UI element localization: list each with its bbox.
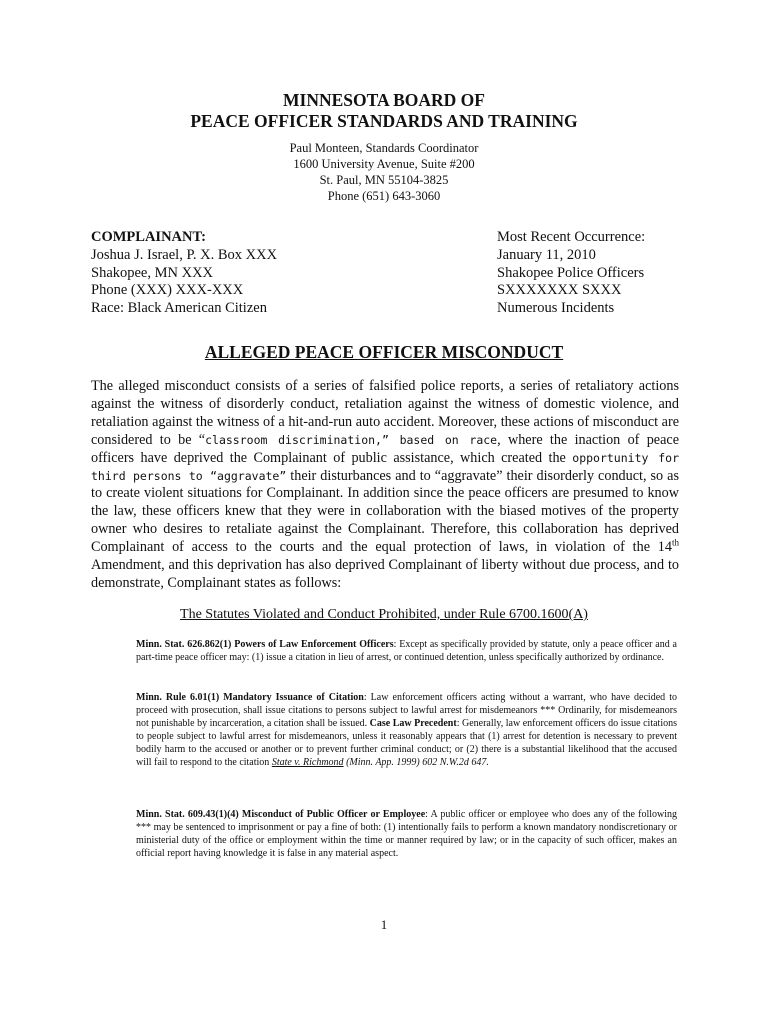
occurrence-block: [497, 229, 645, 318]
contact-street: 1600 University Avenue, Suite #200: [293, 157, 475, 171]
rule-2-text: : Law enforcement officers acting without a warrant, who have decided to proceed with prosecution, shall issue citations to persons subject to lawful arrest for misdemeanors *** Ordinarily, for misdemeanors not punishable by incarceration, a citation shall be issued.: [136, 692, 677, 730]
occurrence-label: Most Recent Occurrence:: [497, 229, 646, 245]
intro-text-1: The alleged misconduct consists of a series of falsified police reports, a series of retaliatory actions against the witness of disorderly conduct, retaliation against the witness of domestic violence, and retaliation against the witness of a hit-and-run auto accident. Moreover, these actions of misconduct are considered to be “: [91, 378, 679, 448]
case-name: State v. Richmond: [271, 757, 344, 769]
title-line-2: PEACE OFFICER STANDARDS AND TRAINING: [190, 111, 578, 131]
rule-2-title: Minn. Rule 6.01(1) Mandatory Issuance of Citation: [136, 692, 364, 703]
rule-6-01: [136, 691, 677, 770]
intro-text-4: Amendment, and this deprivation has also deprived Complainant of liberty without due process, and to demonstrate, Complainant states as follows:: [91, 557, 679, 591]
complainant-city: Shakopee, MN XXX: [91, 264, 214, 281]
intro-mono-1: classroom discrimination,” based on race: [205, 432, 498, 447]
rule-3-text: : A public officer or employee who does any of the following *** may be sentenced to imprisonment or pay a fine of both: (1) intentionally fails to perform a known mandatory nondiscretionary or ministerial duty of the office or employment within the time or manner required by law; or in the capacity of such officer, makes an official report having knowledge it is false in any material aspect.: [136, 809, 678, 860]
occurrence-date: January 11, 2010: [497, 246, 596, 263]
complainant-name: Joshua J. Israel, P. X. Box XXX: [91, 246, 278, 263]
occurrence-incidents: Numerous Incidents: [497, 300, 615, 317]
rule-1-title: Minn. Stat. 626.862(1) Powers of Law Enforcement Officers: [136, 639, 394, 650]
case-law-text: : Generally, law enforcement officers do issue citations to people subject to lawful arrest for misdemeanors, unless it reasonably appears that (1) arrest for detention is necessary to prevent bodily harm to the accused or another or to prevent further criminal conduct; or (2) there is a substantial likelihood that the accused will fail to respond to the citation: [136, 718, 677, 769]
intro-superscript: th: [671, 537, 679, 548]
title-line-1: MINNESOTA BOARD OF: [283, 90, 485, 110]
contact-city: St. Paul, MN 55104-3825: [319, 173, 449, 187]
intro-text-2: , where the inaction of peace officers have deprived the Complainant of public assistance, which created the: [91, 431, 679, 466]
occurrence-agency: Shakopee Police Officers: [497, 264, 645, 281]
document-title: [0, 90, 768, 132]
rule-609-43: [136, 808, 677, 860]
intro-paragraph: [91, 378, 679, 593]
case-citation: (Minn. App. 1999) 602 N.W.2d 647.: [343, 757, 489, 769]
contact-phone: Phone (651) 643-3060: [327, 189, 441, 203]
rule-1-text: : Except as specifically provided by statute, only a peace officer and a part-time peace officer may: (1) issue a citation in lieu of arrest, or continued detention, unless specifically authorized by ordinance.: [136, 639, 677, 664]
section-title: ALLEGED PEACE OFFICER MISCONDUCT: [204, 342, 564, 362]
contact-block: [0, 140, 768, 204]
complainant-phone: Phone (XXX) XXX-XXX: [91, 282, 244, 299]
complainant-label: COMPLAINANT:: [91, 229, 206, 245]
contact-name: Paul Monteen, Standards Coordinator: [289, 141, 479, 155]
complainant-race: Race: Black American Citizen: [91, 300, 267, 317]
intro-mono-2: opportunity for third persons to “aggravate”: [91, 450, 679, 483]
page-number: 1: [380, 917, 388, 932]
occurrence-officers: SXXXXXXX SXXX: [497, 282, 622, 299]
rule-626-862: [136, 638, 677, 664]
intro-text-3: their disturbances and to “aggravate” their disorderly conduct, so as to create violent situations for Complainant. In addition since the peace officers are presumed to know the law, these officers knew that they were in collaboration with the biased motives of the property owner who desires to retaliate against the Complainant. Therefore, this collaboration has deprived Complainant of access to the courts and the equal protection of laws, in violation of the 14: [91, 467, 679, 556]
rule-3-title: Minn. Stat. 609.43(1)(4) Misconduct of Public Officer or Employee: [136, 809, 426, 820]
complainant-block: [91, 229, 277, 318]
case-law-title: Case Law Precedent: [369, 718, 457, 730]
statutes-heading: The Statutes Violated and Conduct Prohibited, under Rule 6700.1600(A): [180, 607, 588, 622]
